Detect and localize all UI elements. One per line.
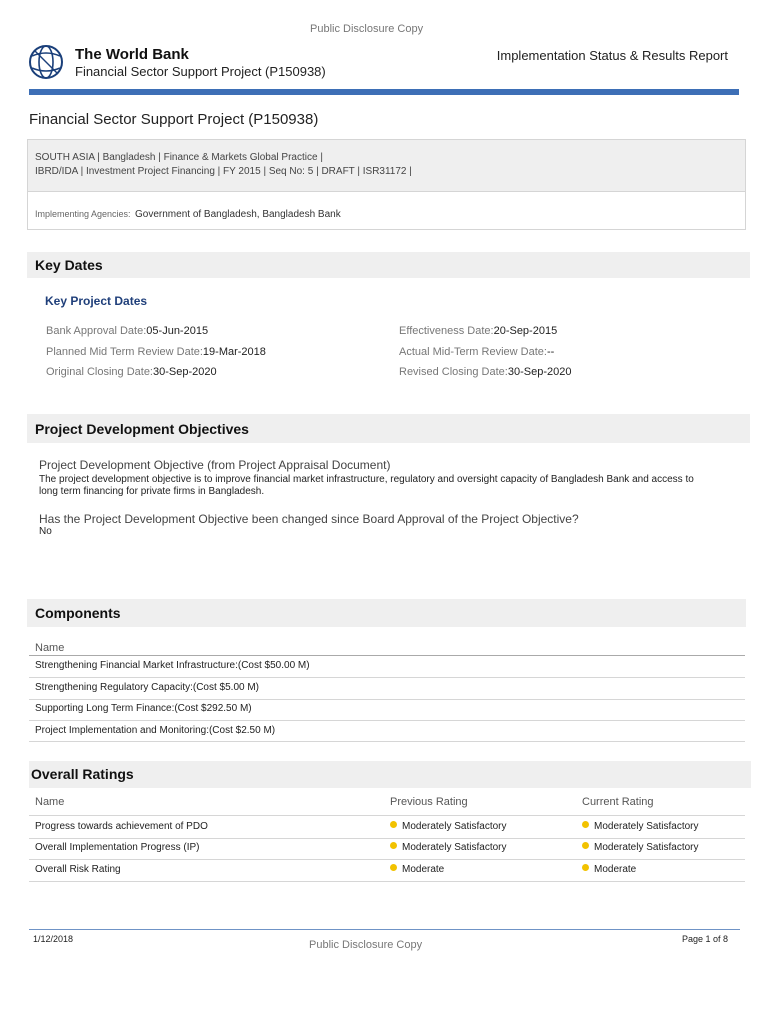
revised-closing-date (399, 362, 571, 380)
table-row: Supporting Long Term Finance:(Cost $292.50 M) (35, 703, 252, 714)
bank-approval-value: 05-Jun-2015 (146, 325, 209, 337)
rating-row-name: Progress towards achievement of PDO (35, 821, 208, 832)
disclosure-top-label: Public Disclosure Copy (310, 23, 424, 35)
planned-mtr-date (46, 342, 266, 360)
ratings-col-current: Current Rating (582, 796, 654, 808)
pdo-question-1: Project Development Objective (from Project Appraisal Document) (39, 458, 391, 472)
pdo-question-2: Has the Project Development Objective been changed since Board Approval of the Project Objective? (39, 512, 579, 526)
components-header-rule (29, 655, 745, 656)
bank-approval-label: Bank Approval Date: (46, 325, 147, 337)
row-divider (29, 741, 745, 742)
rating-row-name: Overall Risk Rating (35, 864, 121, 875)
components-title: Components (35, 605, 121, 621)
row-divider (29, 881, 745, 882)
footer-date: 1/12/2018 (33, 934, 74, 944)
pdo-header (27, 414, 750, 443)
footer-rule (29, 929, 740, 930)
table-row: Project Implementation and Monitoring:(Cost $2.50 M) (35, 725, 276, 736)
rating-dot-icon (390, 842, 397, 849)
pdo-answer-2: No (39, 526, 52, 537)
ratings-col-previous: Previous Rating (390, 796, 468, 808)
effectiveness-label: Effectiveness Date: (399, 325, 494, 337)
key-dates-title: Key Dates (35, 257, 103, 273)
world-bank-globe-icon (28, 44, 64, 80)
effectiveness-date (399, 321, 557, 339)
project-info-line-1: SOUTH ASIA | Bangladesh | Finance & Markets Global Practice | (35, 152, 323, 163)
rating-previous-value: Moderately Satisfactory (402, 842, 507, 853)
rating-current-value: Moderately Satisfactory (594, 821, 699, 832)
pdo-answer-1-line-2: long term financing for private firms in Bangladesh. (39, 486, 265, 497)
disclosure-bottom-label: Public Disclosure Copy (309, 939, 423, 951)
components-col-name: Name (35, 642, 65, 654)
project-info-summary (28, 140, 745, 192)
components-header (27, 599, 746, 627)
rating-previous (390, 864, 444, 875)
rating-dot-icon (582, 842, 589, 849)
pdo-answer-1-line-1: The project development objective is to improve financial market infrastructure, regulatory and oversight capacity of Bangladesh Bank and access to (39, 474, 694, 485)
rating-current (582, 864, 636, 875)
rating-current (582, 842, 699, 853)
ratings-header (29, 761, 751, 788)
revised-closing-value: 30-Sep-2020 (507, 366, 572, 378)
effectiveness-value: 20-Sep-2015 (493, 325, 558, 337)
page-number: Page 1 of 8 (681, 934, 728, 944)
rating-current-value: Moderately Satisfactory (594, 842, 699, 853)
table-row: Strengthening Regulatory Capacity:(Cost $5.00 M) (35, 682, 260, 693)
revised-closing-label: Revised Closing Date: (399, 366, 508, 378)
ratings-header-rule (29, 815, 745, 816)
rating-row-name: Overall Implementation Progress (IP) (35, 842, 200, 853)
rating-previous (390, 842, 507, 853)
project-info-box (27, 139, 746, 230)
agencies-value: Government of Bangladesh, Bangladesh Bank (135, 209, 341, 220)
key-project-dates-subtitle: Key Project Dates (45, 294, 148, 308)
ratings-title: Overall Ratings (31, 766, 134, 782)
planned-mtr-value: 19-Mar-2018 (202, 346, 266, 358)
rating-dot-icon (582, 864, 589, 871)
bank-approval-date (46, 321, 208, 339)
row-divider (29, 699, 745, 700)
report-type: Implementation Status & Results Report (496, 48, 728, 63)
row-divider (29, 859, 745, 860)
original-closing-value: 30-Sep-2020 (153, 366, 217, 378)
rating-dot-icon (390, 821, 397, 828)
table-row: Strengthening Financial Market Infrastructure:(Cost $50.00 M) (35, 660, 310, 671)
agencies-label: Implementing Agencies: (35, 209, 131, 219)
rating-dot-icon (582, 821, 589, 828)
rating-dot-icon (390, 864, 397, 871)
original-closing-date (46, 362, 217, 380)
key-dates-header (27, 252, 750, 278)
rating-previous-value: Moderate (402, 864, 445, 875)
row-divider (29, 677, 745, 678)
org-name: The World Bank (75, 46, 189, 63)
rating-previous-value: Moderately Satisfactory (402, 821, 507, 832)
actual-mtr-label: Actual Mid-Term Review Date: (399, 346, 547, 358)
header-project-subtitle: Financial Sector Support Project (P150938) (75, 64, 326, 79)
original-closing-label: Original Closing Date: (46, 366, 153, 378)
rating-current (582, 821, 699, 832)
row-divider (29, 838, 745, 839)
actual-mtr-date (399, 342, 554, 360)
project-title: Financial Sector Support Project (P150938) (29, 111, 319, 128)
ratings-col-name: Name (35, 796, 65, 808)
planned-mtr-label: Planned Mid Term Review Date: (46, 346, 203, 358)
rating-previous (390, 821, 507, 832)
pdo-title: Project Development Objectives (35, 421, 249, 437)
project-info-line-2: IBRD/IDA | Investment Project Financing | FY 2015 | Seq No: 5 | DRAFT | ISR31172 | (35, 166, 412, 177)
header-divider-bar (29, 89, 739, 95)
actual-mtr-value: -- (546, 346, 555, 358)
implementing-agencies (35, 204, 341, 222)
rating-current-value: Moderate (594, 864, 637, 875)
row-divider (29, 720, 745, 721)
